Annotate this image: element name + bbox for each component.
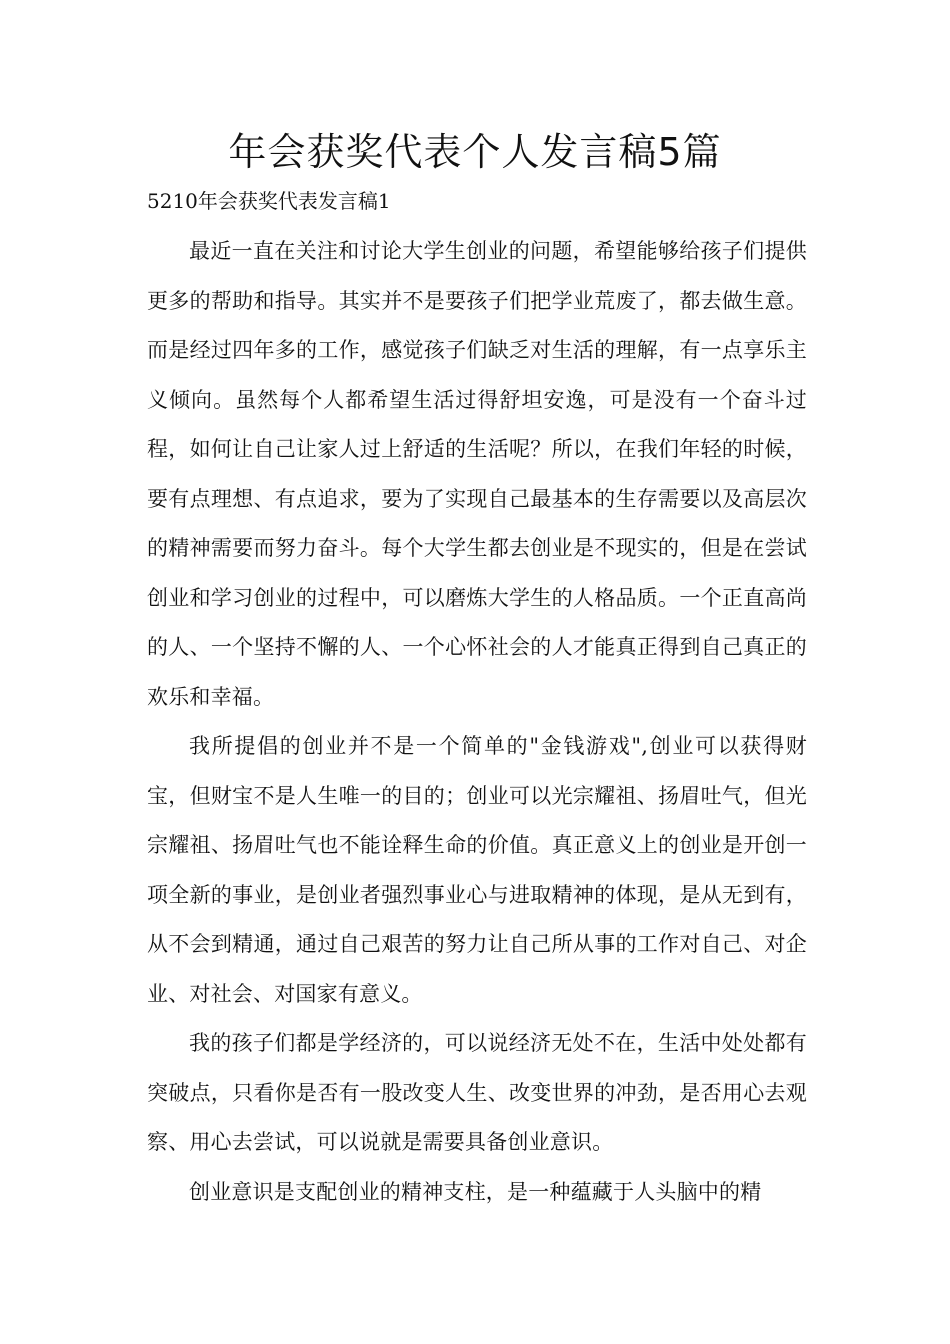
- section-heading: 5210年会获奖代表发言稿1: [147, 189, 391, 213]
- paragraph: 我所提倡的创业并不是一个简单的"金钱游戏",创业可以获得财宝，但财宝不是人生唯一的目的；创业可以光宗耀祖、扬眉吐气，但光宗耀祖、扬眉吐气也不能诠释生命的价值。真正意义上的创业是开创一项全新的事业，是创业者强烈事业心与进取精神的体现，是从无到有，从不会到精通，通过自己艰苦的努力让自己所从事的工作对自己、对企业、对社会、对国家有意义。: [147, 734, 807, 1006]
- document-body: [147, 227, 807, 1217]
- document-title: 年会获奖代表个人发言稿5篇: [228, 130, 722, 174]
- paragraph: 创业意识是支配创业的精神支柱，是一种蕴藏于人头脑中的精: [189, 1179, 762, 1204]
- paragraph: 最近一直在关注和讨论大学生创业的问题，希望能够给孩子们提供更多的帮助和指导。其实并不是要孩子们把学业荒废了，都去做生意。而是经过四年多的工作，感觉孩子们缺乏对生活的理解，有一点享乐主义倾向。虽然每个人都希望生活过得舒坦安逸，可是没有一个奋斗过程，如何让自己让家人过上舒适的生活呢？所以，在我们年轻的时候，要有点理想、有点追求，要为了实现自己最基本的生存需要以及高层次的精神需要而努力奋斗。每个大学生都去创业是不现实的，但是在尝试创业和学习创业的过程中，可以磨炼大学生的人格品质。一个正直高尚的人、一个坚持不懈的人、一个心怀社会的人才能真正得到自己真正的欢乐和幸福。: [147, 239, 807, 709]
- paragraph: 我的孩子们都是学经济的，可以说经济无处不在，生活中处处都有突破点，只看你是否有一股改变人生、改变世界的冲劲，是否用心去观察、用心去尝试，可以说就是需要具备创业意识。: [147, 1031, 807, 1154]
